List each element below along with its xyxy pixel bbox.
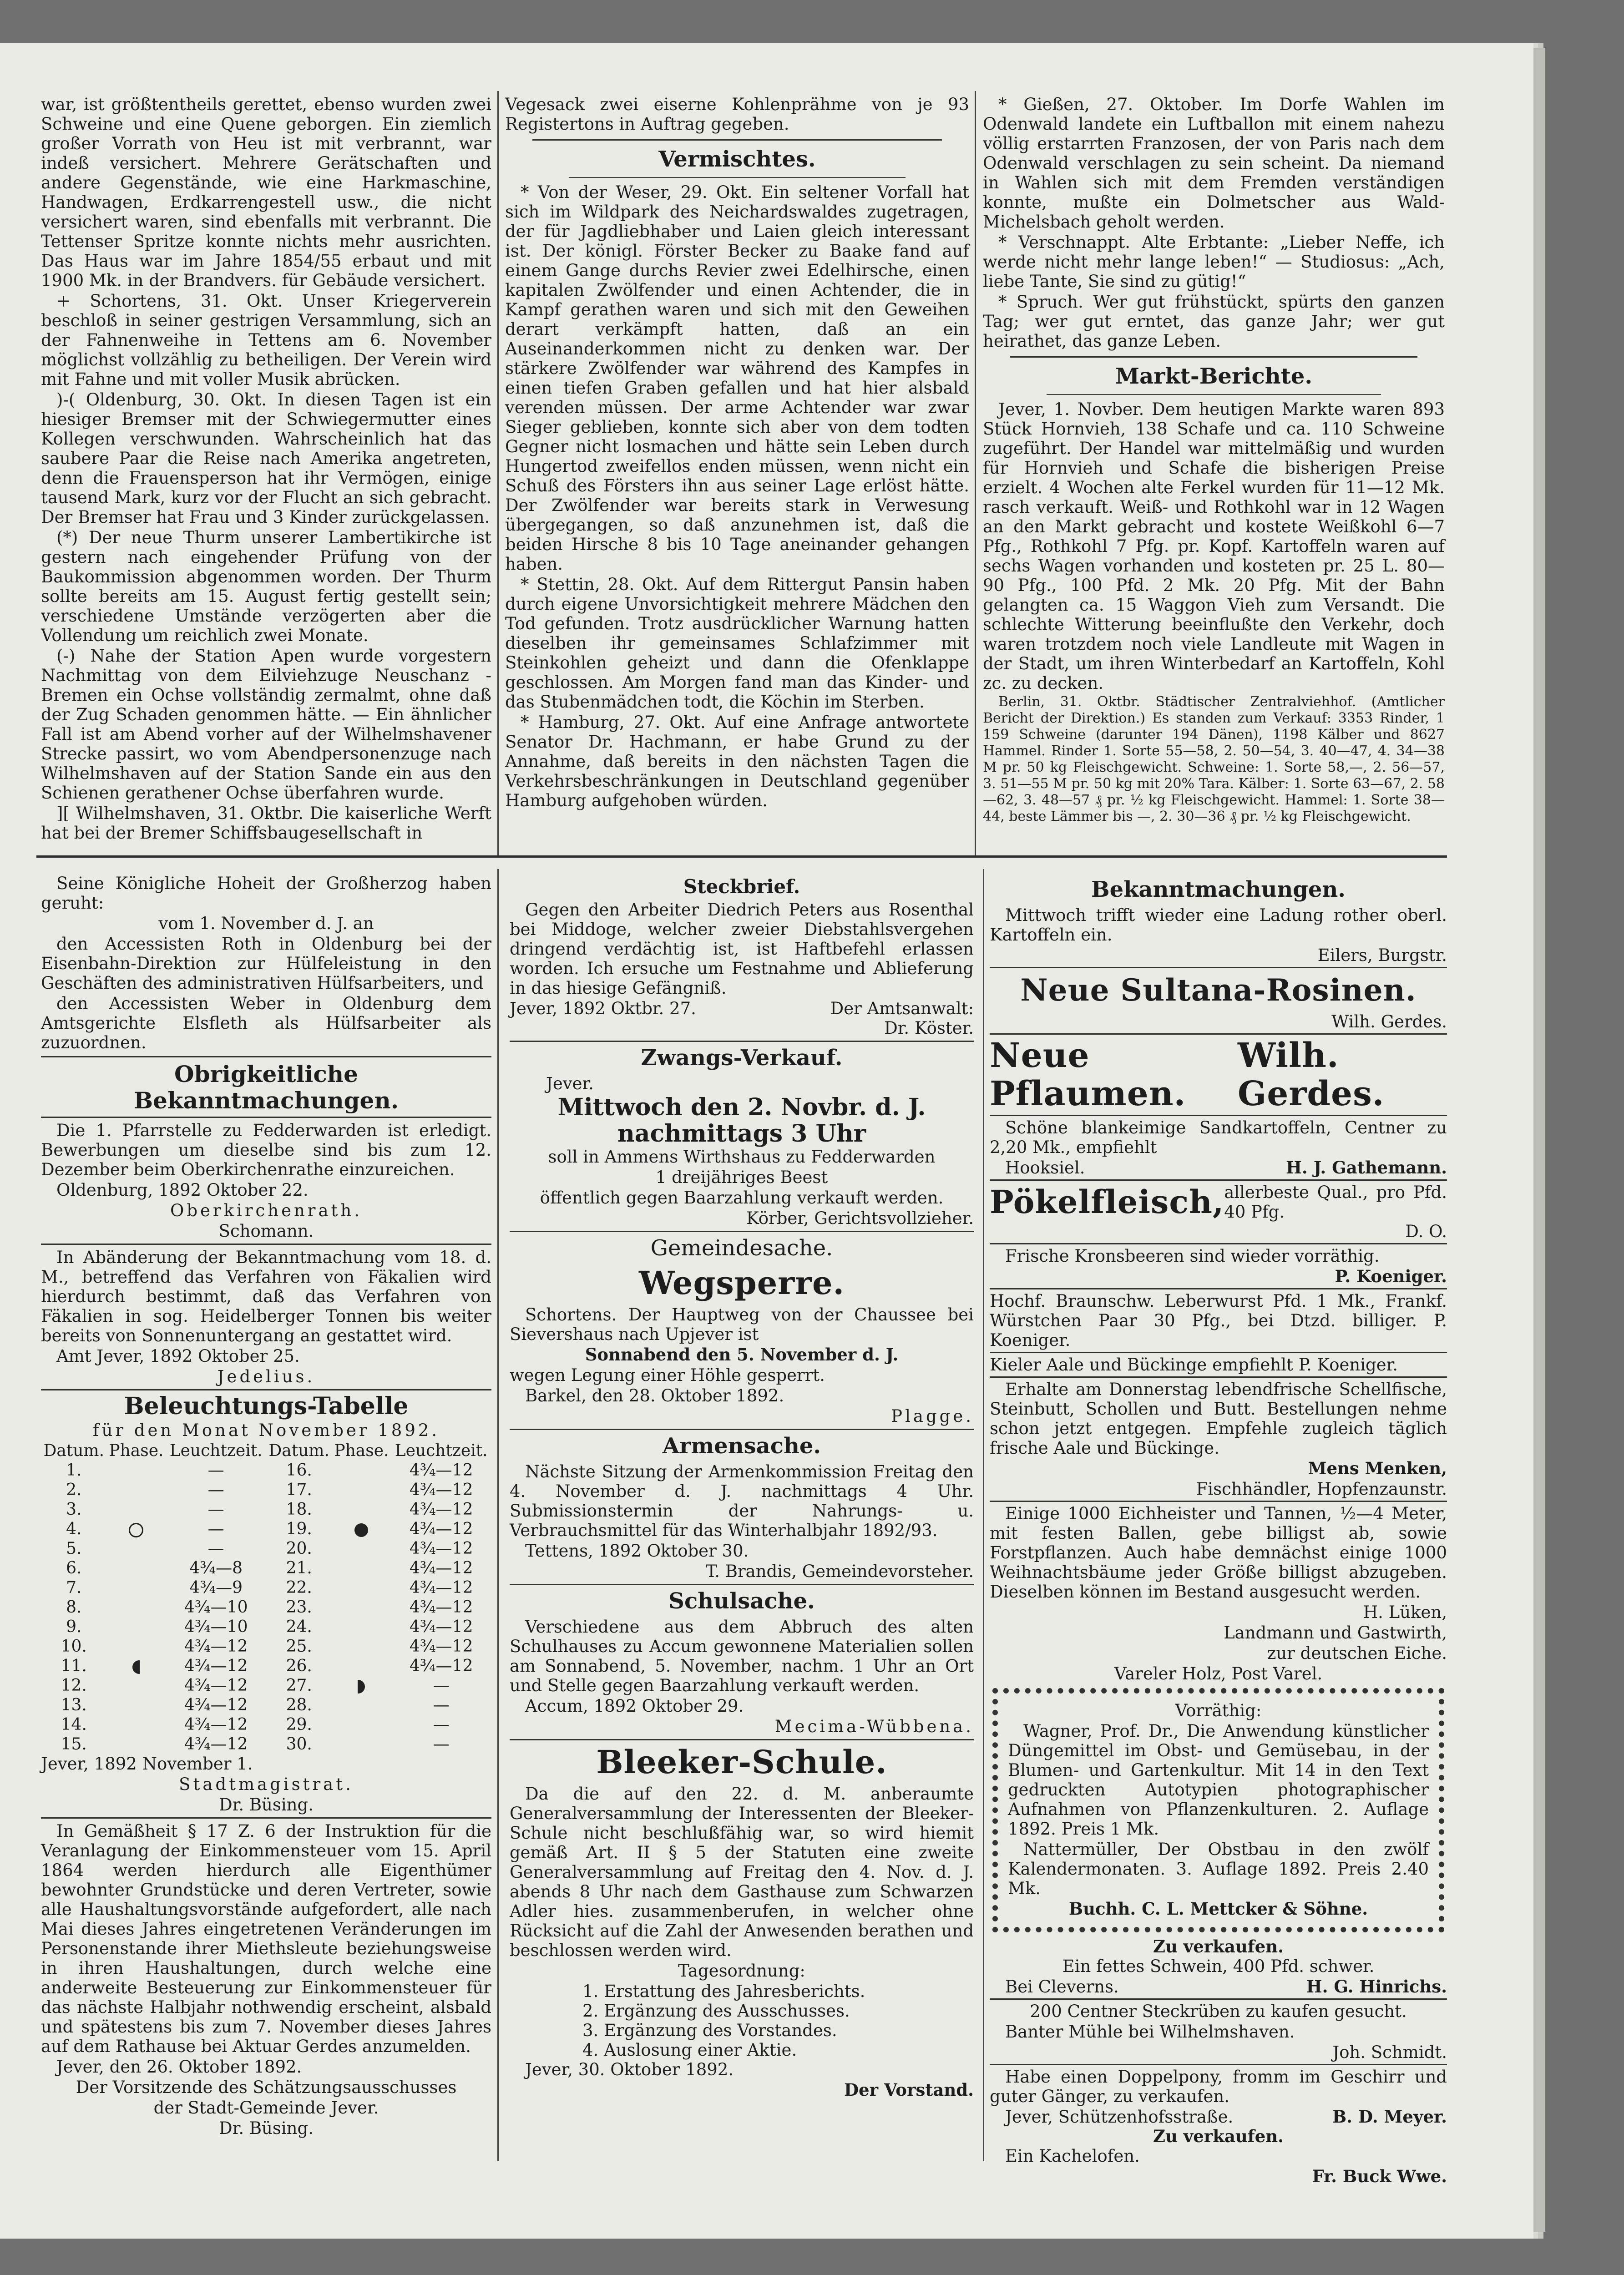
table-cell: 14. [61,1715,87,1734]
ad-signature: Joh. Schmidt. [1332,2042,1447,2062]
ad-signature: P. Koeniger. [1335,1266,1447,1286]
ad-signature: B. D. Meyer. [1332,2107,1447,2127]
divider [990,1243,1447,1244]
section-heading: Zu verkaufen. [1153,2126,1284,2146]
table-cell: 4¾—12 [409,1481,473,1499]
table-cell: 10. [61,1637,87,1656]
article-lamberti: (*) Der neue Thurm unserer Lambertikirche ist gestern nach eingehender Prüfung von der Baukommission abgenommen worden. Der Thurm sollte bereits am 15. August fertig gestellt sein; verschiedene Umstände verzögerten aber die Vollendung um reichlich zwei Monate. [41,528,491,645]
moon-phase-cell [106,1637,166,1656]
moon-phase-cell [106,1558,166,1578]
notice-text: soll in Ammens Wirthshaus zu Fedderwarden [548,1147,936,1167]
divider [990,1033,1447,1035]
table-cell: 23. [286,1598,312,1617]
notice-date: Jever, 1892 Oktbr. 27. [510,999,696,1018]
article-apen: (-) Nahe der Station Apen wurde vorgestern Nachmittag von dem Eilviehzuge Neuschanz - Bremen ein Ochse vollständig zermalmt, ohne daß der Zug Schaden genommen hätte. — Ein ähnlicher Fall ist am Abend vorher auf der Wilhelmshavener Strecke passirt, wo vom Abendpersonenzuge nach Wilhelmshaven auf der Station Sande ein aus den Schienen gerathener Ochse überfahren wurde. [41,646,491,803]
notice-armensache: Nächste Sitzung der Armenkommission Freitag den 4. November d. J. nachmittags 4 Uhr. Submissionstermin der Nahrungs- u. Verbrauchsmittel für das Winterhalbjahr 1892/93. [510,1462,974,1540]
divider [532,139,942,141]
table-cell: — [433,1735,450,1754]
notice-date: Tettens, 1892 Oktober 30. [525,1541,749,1561]
table-cell: 4¾—12 [409,1618,473,1636]
section-heading: Gemeindesache. [650,1235,833,1261]
ad-sandkartoffeln: Schöne blankeimige Sandkartoffeln, Centner zu 2,20 Mk., empfiehlt [990,1118,1447,1157]
ad-fische: Erhalte am Donnerstag lebendfrische Schellfische, Steinbutt, Schollen und Butt. Bestellungen nehme schon jetzt entgegen. Empfehle zugleich täglich frische Aale und Bückinge. [990,1380,1447,1458]
divider [510,1041,974,1042]
ad-big-signature: Wilh. Gerdes. [1238,1036,1385,1113]
table-cell: — [433,1676,450,1695]
table-cell: 16. [286,1461,312,1480]
table-row [41,1578,491,1598]
notice-date: Jever, 1892 November 1. [41,1754,253,1774]
ad-signature: Fischhändler, Hopfenzaunstr. [1196,1479,1447,1499]
table-cell: 4¾—12 [409,1637,473,1656]
col-header: Datum. [268,1441,329,1460]
table-cell: 4¾—10 [184,1618,248,1636]
moon-phase-cell [106,1578,166,1598]
notice-text: wegen Legung einer Höhle gesperrt. [510,1365,825,1385]
table-row [41,1558,491,1578]
table-cell: 11. [61,1657,87,1675]
agenda-item: 2. Ergänzung des Ausschusses. [582,2001,850,2021]
book-ad-frame [992,1688,1444,1932]
ad-place: Hooksiel. [1005,1158,1085,1178]
section-rule [36,855,1447,858]
table-cell: 4¾—12 [184,1696,248,1714]
moon-full-icon [354,1523,368,1537]
notice-bleeker: Da die auf den 22. d. M. anberaumte Generalversammlung der Interessenten der Bleeker-Schule nicht beschlußfähig war, so wird hiemit gemäß Art. II § 5 der Statuten eine zweite Generalversammlung auf Freitag den 4. Nov. d. J. abends 8 Uhr nach dem Gasthause zum Schwarzen Adler hies. zusammenberufen, in welcher ohne Rücksicht auf die Zahl der Anwesenden berathen und beschlossen werden wird. [510,1784,974,1960]
divider [510,1231,974,1232]
table-cell: 24. [286,1618,312,1636]
notice-steckbrief: Gegen den Arbeiter Diedrich Peters aus Rosenthal bei Middoge, welcher zweier Diebstahlsvergehen dringend verdächtig ist, ist Haftbefehl erlassen worden. Ich ersuche um Festnahme und Ablieferung in das hiesige Gefängniß. [510,900,974,998]
notice-date-bold: Sonnabend den 5. November d. J. [585,1345,899,1365]
notice-big-line: Mittwoch den 2. Novbr. d. J. [557,1093,926,1121]
article-spruch: * Spruch. Wer gut frühstückt, spürts den ganzen Tag; wer gut erntet, das ganze Jahr; wer gut heirathet, das ganze Leben. [983,292,1445,351]
ad-kartoffeln: Mittwoch trifft wieder eine Ladung rother oberl. Kartoffeln ein. [990,905,1447,945]
moon-phase-cell [332,1500,391,1519]
ad-row [990,1977,1447,1997]
table-cell: 4¾—10 [184,1598,248,1617]
lighting-table [41,1441,491,1754]
table-cell: — [207,1481,224,1499]
ad-signature: D. O. [1405,1222,1447,1241]
notice-place: Jever. [546,1074,594,1093]
table-row [41,1500,491,1519]
table-row [41,1734,491,1754]
table-row [41,1539,491,1558]
ad-row [990,2107,1447,2127]
table-cell: 18. [286,1500,312,1519]
table-cell: 25. [286,1637,312,1656]
table-cell: 13. [61,1696,87,1714]
notice-signature: Der Vorstand. [844,2080,974,2100]
section-heading: Zwangs-Verkauf. [641,1045,843,1071]
moon-phase-cell [106,1695,166,1715]
table-cell: 4¾—12 [184,1676,248,1695]
article-oldenburg: )-( Oldenburg, 30. Okt. In diesen Tagen ist ein hiesiger Bremser mit der Schwiegermutter eines Kollegen verschwunden. Wahrscheinlich hat das saubere Paar die Reise nach Amerika angetreten, denn die Frauensperson hat ihr Vermögen, einige tausend Mark, kurz vor der Flucht an sich gebracht. Der Bremser hat Frau und 3 Kinder zurückgelassen. [41,390,491,527]
table-cell: 19. [286,1520,312,1538]
moon-phase-cell [106,1617,166,1637]
moon-phase-cell [106,1519,166,1539]
table-cell: 4¾—12 [409,1578,473,1597]
table-cell: 21. [286,1559,312,1577]
notice-big-heading: Wegsperre. [639,1264,845,1302]
column-rule [975,91,976,855]
moon-phase-cell [332,1637,391,1656]
article-verschnappt: * Verschnappt. Alte Erbtante: „Lieber Neffe, ich werde nicht mehr lange leben!“ — Studiosus: „Ach, liebe Tante, Sie sind zu gütig!“ [983,233,1445,291]
news-column-2 [505,95,969,811]
table-row [41,1656,491,1676]
notice-signature: Der Vorsitzende des Schätzungsausschusses [76,2078,457,2097]
table-cell: 12. [61,1676,87,1695]
col-header: Phase. [109,1441,164,1460]
moon-phase-cell [332,1598,391,1617]
moon-phase-cell [332,1519,391,1539]
table-cell: — [207,1520,224,1538]
table-row [41,1637,491,1656]
ad-row [990,1183,1447,1222]
ad-aale: Kieler Aale und Bückinge empfiehlt P. Koeniger. [990,1355,1398,1375]
notice-intro-date: vom 1. November d. J. an [158,914,374,933]
table-cell: 8. [66,1598,82,1617]
article-stettin: * Stettin, 28. Okt. Auf dem Rittergut Pansin haben durch eigene Unvorsichtigkeit mehrere Mädchen den Tod gefunden. Trotz ausdrücklicher Warnung hatten dieselben ihr gemeinsames Schlafzimmer mit Steinkohlen geheizt und dann die Ofenklappe geschlossen. Am Morgen fand man das Kinder- und das Stubenmädchen todt, die Köchin im Sterben. [505,575,969,712]
moon-phase-cell [332,1480,391,1500]
table-row [41,1480,491,1500]
section-heading: Markt-Berichte. [1115,364,1313,389]
divider [990,1179,1447,1181]
table-cell: 17. [286,1481,312,1499]
ad-big-heading: Neue Sultana-Rosinen. [1020,972,1417,1008]
table-row [41,1598,491,1617]
ad-signature: Landmann und Gastwirth, [1224,1623,1447,1643]
table-cell: 7. [66,1578,82,1597]
moon-phase-cell [332,1656,391,1676]
moon-new-icon [129,1523,143,1537]
table-row [41,1715,491,1734]
table-cell: 27. [286,1676,312,1695]
table-cell: 20. [286,1539,312,1558]
notice-date: Accum, 1892 Oktober 29. [525,1696,744,1716]
notice-signature: Oberkirchenrath. [170,1201,363,1220]
notice-big-heading: Bleeker-Schule. [596,1743,887,1781]
table-cell: 26. [286,1657,312,1675]
article-weser: * Von der Weser, 29. Okt. Ein seltener Vorfall hat sich im Wildpark des Neichardswaldes zugetragen, der für Jagdliebhaber und Laien gleich interessant ist. Der königl. Förster Becker zu Baake fand auf einem Gange durchs Revier zwei Edelhirsche, einen kapitalen Zwölfender und einen Achtender, die in Kampf gerathen waren und sich mit den Geweihen derart verkämpft hatten, daß an ein Auseinanderkommen nicht zu denken war. Der stärkere Zwölfender war während des Kampfes in einen tiefen Graben gefallen und hat hier alsbald verenden müssen. Der arme Achtender war zwar Sieger geblieben, konnte sich aber von dem todten Gegner nicht losmachen und hätte sein Leben durch Hungertod zweifellos enden müssen, wenn nicht ein Schuß des Försters ihn aus seiner Lage erlöst hätte. Der Zwölfender war bereits stark in Verwesung übergegangen, so daß anzunehmen ist, daß die beiden Hirsche 8 bis 10 Tage aneinander gehangen haben. [505,182,969,574]
table-cell: 29. [286,1715,312,1734]
table-cell: 4¾—12 [184,1657,248,1675]
table-cell: 4¾—9 [189,1578,243,1597]
notice-intro-3: den Accessisten Weber in Oldenburg dem Amtsgerichte Elsfleth als Hülfsarbeiter als zuzuordnen. [41,994,491,1052]
agenda-item: 3. Ergänzung des Vorstandes. [582,2021,837,2040]
table-cell: 4¾—12 [409,1559,473,1577]
ad-signature: Eilers, Burgstr. [1317,945,1447,965]
table-cell: — [433,1715,450,1734]
ad-place: Bei Cleverns. [1005,1977,1119,1997]
table-cell: 4¾—12 [409,1539,473,1558]
notice-signature: Jedelius. [217,1367,315,1386]
table-cell: 6. [66,1559,82,1577]
notice-signature: Dr. Köster. [884,1018,974,1038]
ad-signature: zur deutschen Eiche. [1267,1643,1447,1663]
ad-place: Jever, Schützenhofsstraße. [1005,2107,1234,2127]
article-brand: war, ist größtentheils gerettet, ebenso wurden zwei Schweine und eine Quene geborgen. Ein ziemlich großer Vorrath von Heu ist mit verbrannt, war indeß versichert. Mehrere Gerätschaften und andere Gegenstände, wie eine Harkmaschine, Handwagen, Erdkarrengestell usw., die nicht versichert waren, sind ebenfalls mit verbrannt. Die Tettenser Spritze konnte nichts mehr ausrichten. Das Haus war im Jahre 1854/55 erbaut und mit 1900 Mk. in der Brandvers. für Gebäude versichert. [41,95,491,290]
moon-phase-cell [106,1480,166,1500]
notice-date: Jever, den 26. Oktober 1892. [56,2057,302,2077]
article-giessen: * Gießen, 27. Oktober. Im Dorfe Wahlen im Odenwald landete ein Luftballon mit einem nahezu völlig erstarrten Franzosen, der von Paris nach dem Odenwald verschlagen zu sein scheint. Da niemand in Wahlen sich mit dem Fremden verständigen konnte, mußte ein Dolmetscher aus Wald-Michelsbach geholt werden. [983,95,1445,232]
notices-column-2 [510,874,974,2101]
table-cell: 1. [66,1461,82,1480]
table-cell: 4¾—12 [184,1715,248,1734]
notice-date: Barkel, den 28. Oktober 1892. [525,1386,784,1405]
divider [41,1817,491,1819]
ad-signature: H. Lüken, [1363,1603,1447,1622]
notice-date: Amt Jever, 1892 Oktober 25. [56,1346,300,1366]
table-cell: — [433,1696,450,1714]
table-cell: 4¾—12 [409,1500,473,1519]
ad-signature: Mens Menken, [1308,1458,1447,1478]
divider [1047,394,1381,395]
ad-pony: Habe einen Doppelpony, fromm im Geschirr und guter Gänger, zu verkaufen. [990,2067,1447,2106]
table-cell: 2. [66,1481,82,1499]
agenda-list [510,1982,974,2060]
section-heading: Obrigkeitliche Bekanntmachungen. [133,1061,399,1114]
notice-intro: Seine Königliche Hoheit der Großherzog haben geruht: [41,874,491,913]
moon-phase-cell [106,1461,166,1480]
divider [41,1389,491,1390]
column-rule [983,869,984,2161]
moon-phase-cell [106,1598,166,1617]
moon-phase-cell [332,1676,391,1695]
table-cell: 9. [66,1618,82,1636]
divider [990,1115,1447,1116]
market-jever: Jever, 1. Novber. Dem heutigen Markte waren 893 Stück Hornvieh, 138 Schafe und ca. 110 Schweine zugeführt. Der Handel war mittelmäßig und wurden für Hornvieh und Schafe die bisherigen Preise erzielt. 4 Wochen alte Ferkel wurden für 11—12 Mk. rasch verkauft. Weiß- und Rothkohl war in 12 Wagen an den Markt gebracht und kostete Weißkohl 6—7 Pfg., Rothkohl 7 Pfg. pr. Kopf. Kartoffeln waren auf sechs Wagen vorhanden und kosteten pr. 25 L. 80—90 Pfg., 100 Pfd. 2 Mk. 20 Pfg. Mit der Bahn gelangten ca. 15 Waggon Vieh zum Versandt. Die schlechte Witterung beeinflußte den Verkehr, doch waren trotzdem noch viele Landleute mit Wagen in der Stadt, um ihren Winterbedarf an Kartoffeln, Kohl zc. zu decken. [983,399,1445,693]
moon-phase-cell [332,1617,391,1637]
notice-faekalien: In Abänderung der Bekanntmachung vom 18. d. M., betreffend das Verfahren von Fäkalien wird hierdurch bestimmt, daß das Verfahren von Fäkalien in sog. Heidelberger Tonnen bis weiter bereits von Sonnenuntergang an gestattet wird. [41,1248,491,1345]
notice-signature: Mecima-Wübbena. [774,1717,974,1736]
agenda-item: 1. Erstattung des Jahresberichts. [582,1982,865,2001]
ad-big-heading: Pökelfleisch, [990,1183,1224,1221]
agenda-heading: Tagesordnung: [678,1961,805,1981]
col-header: Leuchtzeit. [395,1441,488,1460]
notice-wegsperre: Schortens. Der Hauptweg von der Chaussee bei Sievershaus nach Upjever ist [510,1305,974,1344]
moon-phase-cell [332,1715,391,1734]
table-cell: 4. [66,1520,82,1538]
table-row [41,1519,491,1539]
divider [990,2064,1447,2065]
moon-phase-cell [332,1558,391,1578]
moon-half-icon [132,1660,140,1674]
moon-phase-cell [332,1578,391,1598]
news-column-3 [983,95,1445,826]
ad-signature: Fr. Buck Wwe. [1312,2166,1447,2186]
divider [510,1429,974,1430]
notice-signature: Schomann. [218,1221,314,1241]
section-heading: Bekanntmachungen. [1091,877,1346,902]
article-vegesack: Vegesack zwei eiserne Kohlenprähme von je 93 Registertons in Auftrag gegeben. [505,95,969,134]
table-cell: 15. [61,1735,87,1754]
signature-row [510,999,974,1018]
notice-big-line: nachmittags 3 Uhr [617,1120,866,1148]
table-cell: 30. [286,1735,312,1754]
section-heading: Schulsache. [668,1588,815,1614]
moon-phase-cell [106,1676,166,1695]
ad-leberwurst: Hochf. Braunschw. Leberwurst Pfd. 1 Mk., Frankf. Würstchen Paar 30 Pfg., bei Dtzd. billiger. P. Koeniger. [990,1291,1447,1350]
divider [990,1376,1447,1378]
divider [569,177,906,178]
ad-text: allerbeste Qual., pro Pfd. 40 Pfg. [1224,1183,1447,1222]
table-cell: 4¾—12 [409,1461,473,1480]
ad-text: Ein fettes Schwein, 400 Pfd. schwer. [1062,1956,1375,1976]
table-cell: 22. [286,1578,312,1597]
table-cell: — [207,1461,224,1480]
agenda-item: 4. Auslosung einer Aktie. [582,2040,797,2060]
ad-kronsbeeren: Frische Kronsbeeren sind wieder vorräthig. [1005,1246,1380,1266]
column-rule [497,91,499,855]
page-edge [1533,48,1545,2232]
notice-date: Jever, 30. Oktober 1892. [525,2060,734,2079]
table-cell: — [207,1539,224,1558]
table-row [41,1617,491,1637]
table-cell: 28. [286,1696,312,1714]
section-heading: Beleuchtungs-Tabelle [124,1392,409,1420]
ad-signature: Wilh. Gerdes. [1331,1012,1447,1031]
table-cell: 4¾—8 [189,1559,243,1577]
ad-text: Vorräthig: [1175,1701,1262,1720]
notice-signature: Der Amtsanwalt: [830,999,974,1018]
table-cell: — [207,1500,224,1519]
table-cell: 4¾—12 [409,1657,473,1675]
moon-phase-cell [332,1734,391,1754]
table-subtitle: für den Monat November 1892. [92,1421,440,1440]
notice-signature: der Stadt-Gemeinde Jever. [153,2098,379,2118]
table-row [41,1676,491,1695]
col-header: Phase. [334,1441,389,1460]
notice-steuer: In Gemäßheit § 17 Z. 6 der Instruktion für die Veranlagung der Einkommensteuer vom 15. April 1864 werden hierdurch alle Eigenthümer bewohnter Grundstücke und deren Vertreter, sowie alle Haushaltungsvorstände aufgefordert, alle nach Mai dieses Jahres eingetretenen Veränderungen im Personenstande ihrer Miethsleute beziehungsweise in ihren Haushaltungen, durch welche eine anderweite Besteuerung zur Einkommensteuer für das nächste Halbjahr nothwendig erscheint, alsbald und spätestens bis zum 7. November dieses Jahres auf dem Rathause bei Aktuar Gerdes anzumelden. [41,1821,491,2056]
ad-eichheister: Einige 1000 Eichheister und Tannen, ½—4 Meter, mit festen Ballen, gebe billigst ab, sowie Forstpflanzen. Auch habe demnächst einige 1000 Weihnachtsbäume jeder Größe billigst abzugeben. Dieselben können im Bestand ausgesucht werden. [990,1504,1447,1602]
moon-phase-cell [106,1656,166,1676]
divider [990,967,1447,968]
table-cell: 5. [66,1539,82,1558]
ad-signature: H. G. Hinrichs. [1306,1977,1447,1997]
notices-column-1 [41,874,491,2139]
table-cell: 4¾—12 [409,1598,473,1617]
divider [510,1739,974,1740]
section-heading: Steckbrief. [683,875,800,898]
divider [41,1056,491,1057]
divider [990,1352,1447,1353]
table-header [41,1441,491,1461]
moon-phase-cell [106,1715,166,1734]
notices-column-3 [990,874,1447,2187]
notice-signature: Dr. Büsing. [219,2118,314,2138]
ad-row [990,1158,1447,1178]
divider [1010,356,1417,358]
divider [990,1998,1447,2000]
section-heading: Zu verkaufen. [1153,1936,1284,1956]
ad-row [990,1036,1447,1113]
notice-signature: Stadtmagistrat. [179,1774,354,1794]
table-cell: 3. [66,1500,82,1519]
notice-date: Oldenburg, 1892 Oktober 22. [56,1180,309,1200]
ad-signature: H. J. Gathemann. [1285,1158,1447,1178]
ad-big-heading: Neue Pflaumen. [990,1036,1186,1113]
ad-text: Ein Kachelofen. [1005,2146,1140,2166]
divider [990,1501,1447,1502]
ad-place: Banter Mühle bei Wilhelmshaven. [1005,2022,1295,2042]
ad-signature: Buchh. C. L. Mettcker & Söhne. [1068,1899,1368,1919]
divider [41,1117,491,1118]
table-row [41,1695,491,1715]
moon-phase-cell [106,1500,166,1519]
table-cell: 4¾—12 [184,1637,248,1656]
article-wilhelmshaven: ][ Wilhelmshaven, 31. Oktbr. Die kaiserliche Werft hat bei der Bremer Schiffsbaugesellschaft in [41,804,491,843]
moon-halfr-icon [358,1680,365,1694]
article-hamburg: * Hamburg, 27. Okt. Auf eine Anfrage antwortete Senator Dr. Hachmann, er habe Grund zu der Annahme, daß bereits in den nächsten Tagen die Verkehrsbeschränkungen in Deutschland gegenüber Hamburg aufgehoben würden. [505,713,969,810]
notice-intro-2: den Accessisten Roth in Oldenburg bei der Eisenbahn-Direktion zur Hülfeleistung in den Geschäften des administrativen Hülfsarbeiters, und [41,934,491,993]
notice-pfarrstelle: Die 1. Pfarrstelle zu Fedderwarden ist erledigt. Bewerbungen um dieselbe sind bis zum 12. Dezember beim Oberkirchenrathe einzureichen. [41,1121,491,1179]
ad-place: Vareler Holz, Post Varel. [1114,1664,1323,1684]
notice-signature: Körber, Gerichtsvollzieher. [746,1208,974,1228]
market-berlin: Berlin, 31. Oktbr. Städtischer Zentralviehhof. (Amtlicher Bericht der Direktion.) Es standen zum Verkauf: 3353 Rinder, 1 159 Schweine (darunter 194 Dänen), 1198 Kälber und 8627 Hammel. Rinder 1. Sorte 55—58, 2. 50—54, 3. 40—47, 4. 34—38 M pr. 50 kg Fleischgewicht. Schweine: 1. Sorte 58,—, 2. 56—57, 3. 51—55 M pr. 50 kg mit 20% Tara. Kälber: 1. Sorte 63—67, 2. 58—62, 3. 48—57 ₰ pr. ½ kg Fleischgewicht. Hammel: 1. Sorte 38—44, beste Lämmer bis —, 2. 30—36 ₰ pr. ½ kg Fleischgewicht. [983,694,1445,824]
notice-signature: Plagge. [891,1406,974,1426]
divider [510,1584,974,1585]
moon-phase-cell [332,1539,391,1558]
col-header: Datum. [43,1441,105,1460]
table-cell: 4¾—12 [184,1735,248,1754]
table-cell: 4¾—12 [409,1520,473,1538]
moon-phase-cell [332,1695,391,1715]
moon-phase-cell [106,1539,166,1558]
article-schortens: + Schortens, 31. Okt. Unser Kriegerverein beschloß in seiner gestrigen Versammlung, sich an der Fahnenweihe in Tettens am 6. November möglichst vollzählig zu betheiligen. Der Verein wird mit Fahne und mit voller Musik abrücken. [41,291,491,389]
book-ad-nattermueller: Nattermüller, Der Obstbau in den zwölf Kalendermonaten. 3. Auflage 1892. Preis 2.40 Mk. [1008,1840,1429,1898]
section-heading: Armensache. [662,1433,821,1459]
notice-text: 1 dreijähriges Beest [655,1168,828,1187]
col-header: Leuchtzeit. [169,1441,263,1460]
moon-phase-cell [106,1734,166,1754]
book-ad-wagner: Wagner, Prof. Dr., Die Anwendung künstlicher Düngemittel im Obst- und Gemüsebau, in der Blumen- und Gartenkultur. Mit 14 in den Text gedruckten Autotypien photographischer Aufnahmen von Pflanzenkulturen. 2. Auflage 1892. Preis 1 Mk. [1008,1721,1429,1839]
notice-schulsache: Verschiedene aus dem Abbruch des alten Schulhauses zu Accum gewonnene Materialien sollen am Sonnabend, 5. November, nachm. 1 Uhr an Ort und Stelle gegen Baarzahlung verkauft werden. [510,1617,974,1695]
news-column-1 [41,95,491,844]
moon-phase-cell [332,1461,391,1480]
ad-steckrueben: 200 Centner Steckrüben zu kaufen gesucht. [1030,2002,1407,2021]
divider [990,1288,1447,1289]
section-heading: Vermischtes. [658,147,816,172]
table-row [41,1461,491,1480]
notice-signature: T. Brandis, Gemeindevorsteher. [706,1562,974,1581]
notice-text: öffentlich gegen Baarzahlung verkauft werden. [540,1188,944,1208]
notice-signature: Dr. Büsing. [219,1795,314,1815]
column-rule [497,869,499,2161]
divider [41,1244,491,1245]
